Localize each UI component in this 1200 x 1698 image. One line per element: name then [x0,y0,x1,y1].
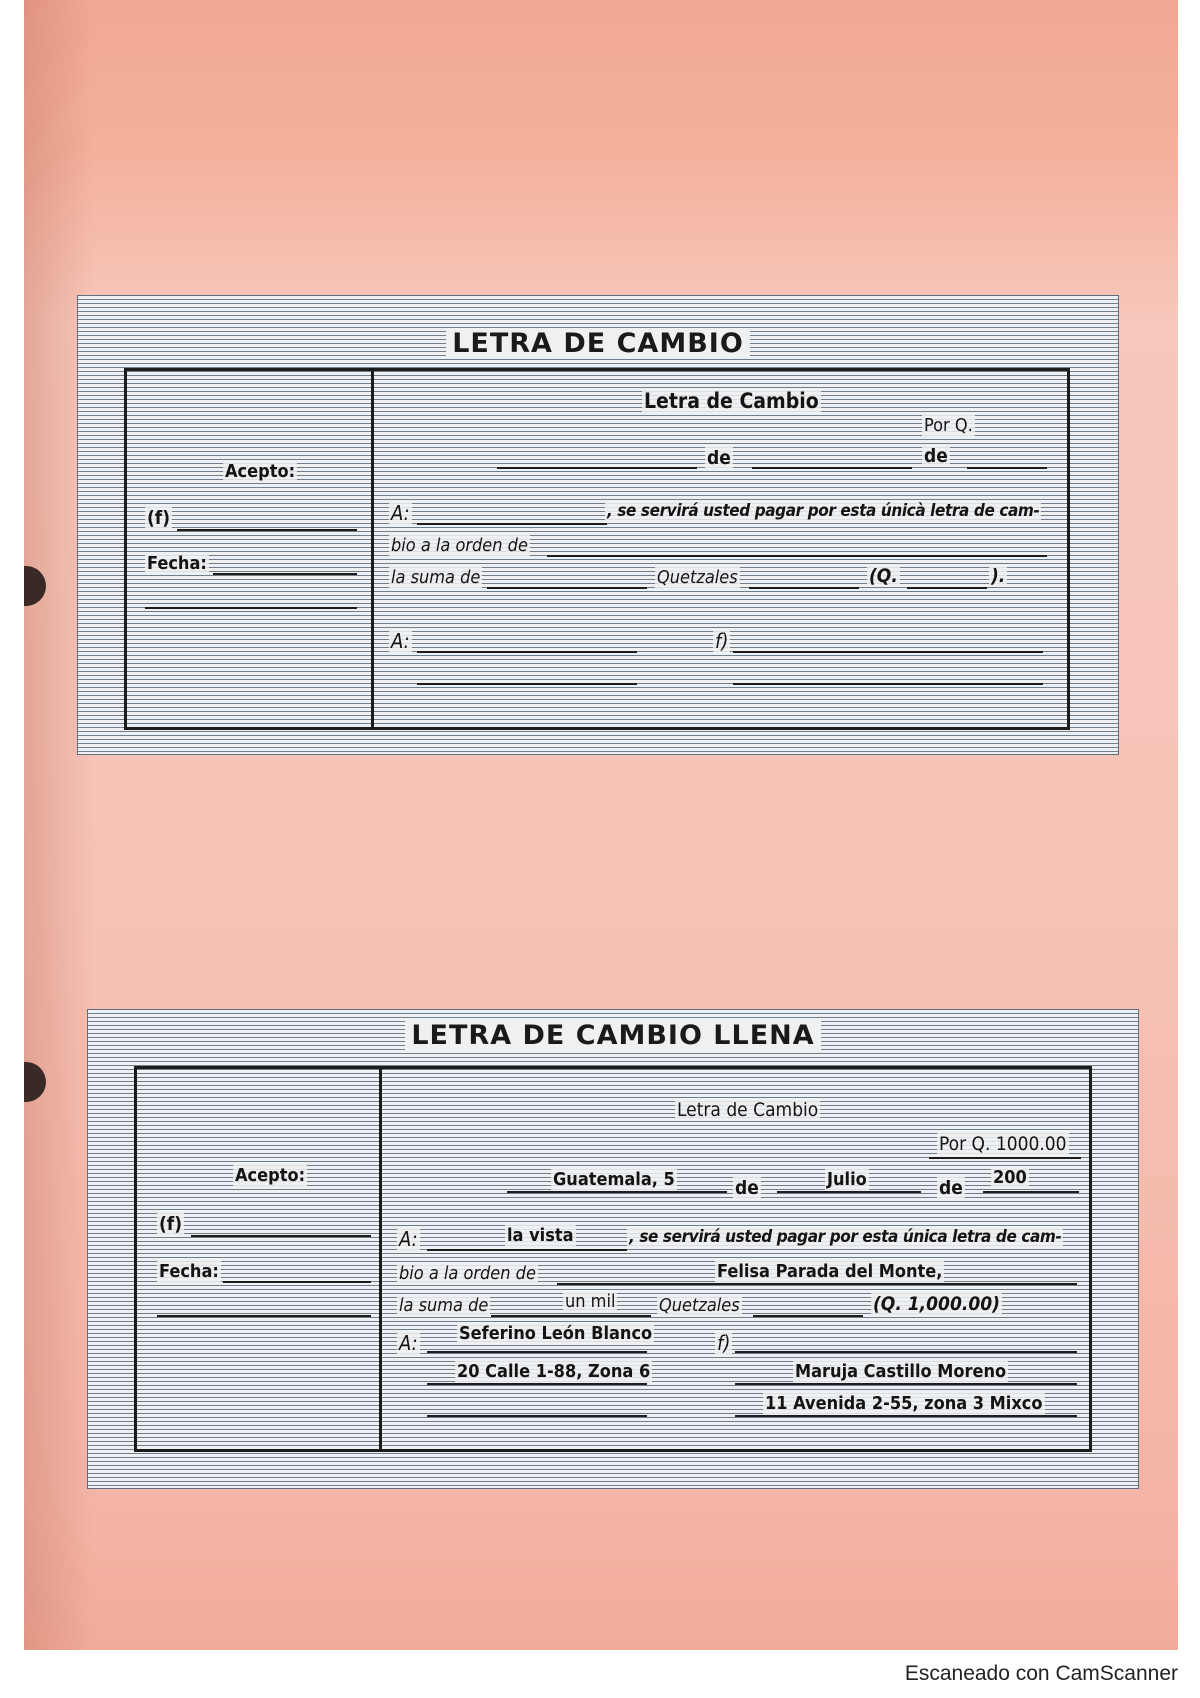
order-text: bio a la orden de [399,1263,536,1284]
sum-line [491,1315,651,1317]
to-label: A: [391,501,410,525]
sum-words: un mil [565,1291,616,1312]
bill-heading: Letra de Cambio [644,389,819,413]
sum-line [487,587,647,589]
scanner-watermark: Escaneado con CamScanner [904,1662,1178,1685]
q-amount: (Q. 1,000.00) [873,1293,1000,1315]
drawer-name-line [735,1383,1077,1385]
month-line [777,1191,921,1193]
form-frame [124,368,1070,730]
month-value: Julio [827,1169,867,1190]
drawee-line [427,1351,647,1353]
currency-text: Quetzales [657,567,738,588]
drawee-line [417,651,637,653]
q-amount-line [907,587,987,589]
currency-line [753,1315,863,1317]
drawer-address: 11 Avenida 2-55, zona 3 Mixco [765,1393,1043,1414]
to-value: la vista [507,1225,574,1246]
bill-heading: Letra de Cambio [677,1099,819,1121]
drawee-extra-line [427,1415,647,1417]
drawee-label: A: [399,1331,418,1355]
form-title: LETRA DE CAMBIO LLENA [88,1020,1138,1051]
drawee-address-line [427,1383,647,1385]
form-frame [134,1066,1092,1452]
drawer-address-line [735,1415,1077,1417]
accept-label: Acepto: [235,1165,306,1186]
side-date-line-2 [157,1315,371,1317]
year-line [983,1191,1079,1193]
drawee-address-line [417,683,637,685]
form-title: LETRA DE CAMBIO [78,328,1118,359]
amount-line [929,1157,1081,1159]
amount-label: Por Q. 1000.00 [939,1133,1067,1155]
signature-line [735,1351,1077,1353]
drawee-label: A: [391,629,410,653]
order-line [547,555,1047,557]
currency-text: Quetzales [659,1295,740,1316]
side-signature-line [177,529,357,531]
side-date-line [213,573,357,575]
page-shadow [24,0,94,1650]
signature-label: f) [715,629,729,653]
q-open: (Q. [869,565,898,587]
payee-value: Felisa Parada del Monte, [717,1261,943,1282]
signature-label: f) [717,1331,731,1355]
side-signature-label: (f) [159,1213,183,1235]
accept-label: Acepto: [225,461,296,482]
form-divider [379,1069,382,1449]
sum-text: la suma de [391,567,481,588]
side-signature-label: (f) [147,507,171,529]
place-line [497,467,697,469]
signature-line [733,651,1043,653]
q-close: ). [991,565,1006,587]
pay-text: , se servirá usted pagar por esta únicà letra de cam- [607,501,1040,521]
date-de-2: de [939,1177,963,1199]
sum-text: la suma de [399,1295,489,1316]
place-line [507,1191,727,1193]
year-value: 200 [993,1167,1027,1188]
month-line [752,467,912,469]
side-date-label: Fecha: [147,553,207,574]
side-date-line [223,1281,371,1283]
to-label: A: [399,1227,418,1251]
form-divider [371,371,374,727]
year-line [967,467,1047,469]
date-de-1: de [735,1177,759,1199]
drawer-address-line [733,683,1043,685]
side-signature-line [191,1235,371,1237]
blank-bill-of-exchange [78,296,1118,754]
side-date-label: Fecha: [159,1261,219,1282]
date-de-1: de [707,447,731,469]
currency-line [749,587,859,589]
filled-bill-of-exchange [88,1010,1138,1488]
order-text: bio a la orden de [391,535,528,556]
order-line [557,1283,1077,1285]
place-day: Guatemala, 5 [553,1169,675,1190]
to-line [427,1249,627,1251]
to-line [417,523,607,525]
side-date-line-2 [145,607,357,609]
drawer-name: Maruja Castillo Moreno [795,1361,1007,1382]
date-de-2: de [924,445,948,467]
pay-text: , se servirá usted pagar por esta única letra de cam- [629,1227,1062,1247]
drawee-name: Seferino León Blanco [459,1323,653,1344]
amount-label: Por Q. [924,415,973,436]
drawee-address: 20 Calle 1-88, Zona 6 [457,1361,651,1382]
